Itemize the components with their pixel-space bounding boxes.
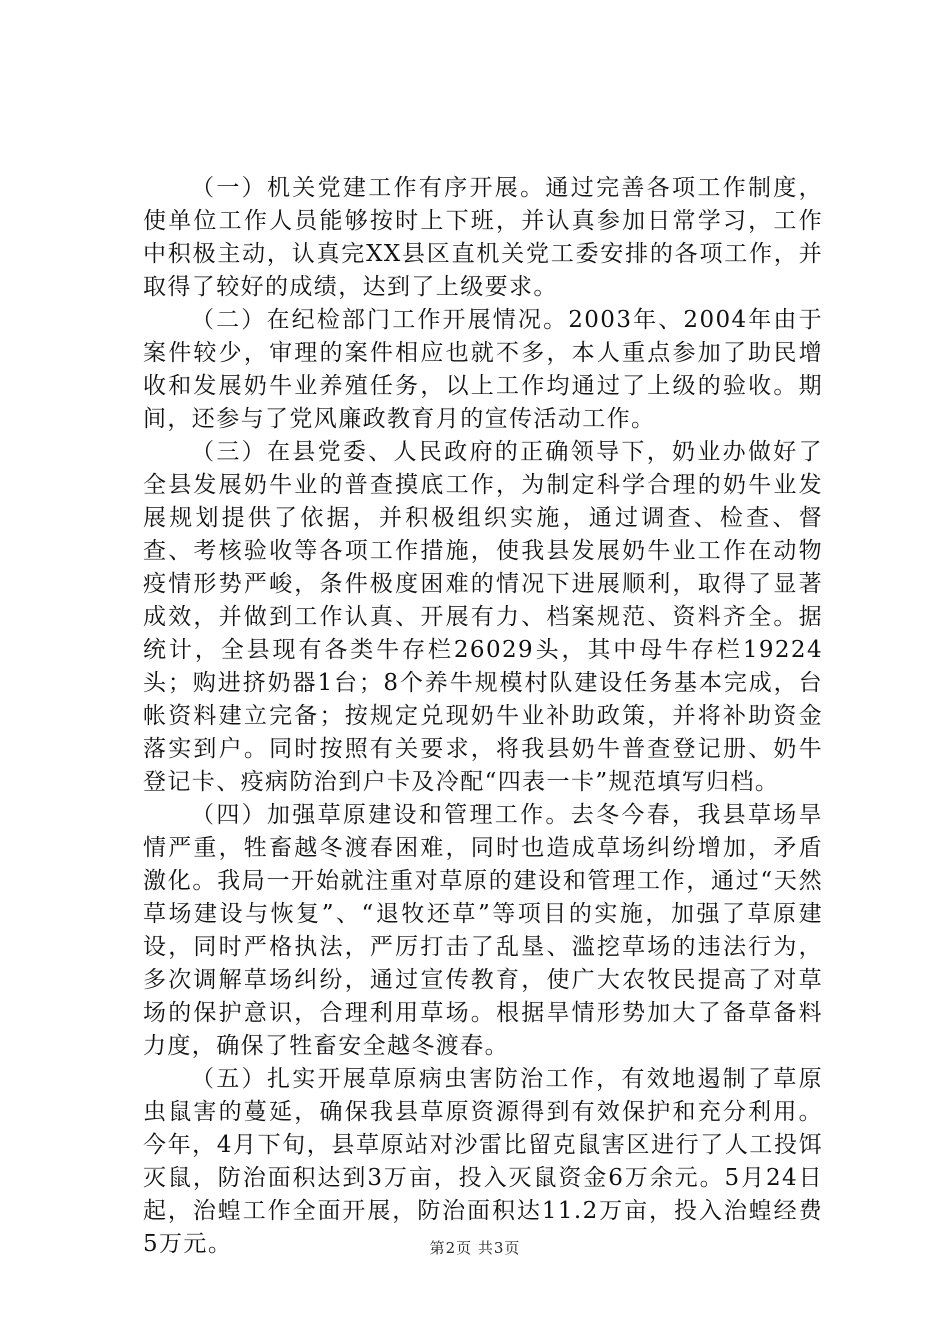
- paragraph-dairy-industry: （三）在县党委、人民政府的正确领导下，奶业办做好了全县发展奶牛业的普查摸底工作，为制定科学合理的奶牛业发展规划提供了依据，并积极组织实施，通过调查、检查、督查、考核验收等各项工作措施，使我县发展奶牛业工作在动物疫情形势严峻，条件极度困难的情况下进展顺利，取得了显著成效，并做到工作认真、开展有力、档案规范、资料齐全。据统计，全县现有各类牛存栏26029头，其中母牛存栏19224头；购进挤奶器1台；8个养牛规模村队建设任务基本完成，台帐资料建立完备；按规定兑现奶牛业补助政策，并将补助资金落实到户。同时按照有关要求，将我县奶牛普查登记册、奶牛登记卡、疫病防治到户卡及冷配“四表一卡”规范填写归档。: [143, 439, 823, 795]
- document-body: [143, 172, 823, 1261]
- paragraph-party-building: （一）机关党建工作有序开展。通过完善各项工作制度，使单位工作人员能够按时上下班，并认真参加日常学习，工作中积极主动，认真完XX县区直机关党工委安排的各项工作，并取得了较好的成绩，达到了上级要求。: [143, 175, 823, 300]
- page-number-footer: 第2页 共3页: [429, 1239, 521, 1257]
- paragraph-grassland-management: （四）加强草原建设和管理工作。去冬今春，我县草场旱情严重，牲畜越冬渡春困难，同时也造成草场纠纷增加，矛盾激化。我局一开始就注重对草原的建设和管理工作，通过“天然草场建设与恢复”、“退牧还草”等项目的实施，加强了草原建设，同时严格执法，严厉打击了乱垦、滥挖草场的违法行为，多次调解草场纠纷，通过宣传教育，使广大农牧民提高了对草场的保护意识，合理利用草场。根据旱情形势加大了备草备料力度，确保了牲畜安全越冬渡春。: [143, 802, 823, 1059]
- paragraph-discipline-inspection: （二）在纪检部门工作开展情况。2003年、2004年由于案件较少，审理的案件相应也就不多，本人重点参加了助民增收和发展奶牛业养殖任务，以上工作均通过了上级的验收。期间，还参与了党风廉政教育月的宣传活动工作。: [143, 307, 823, 432]
- paragraph-pest-control: （五）扎实开展草原病虫害防治工作，有效地遏制了草原虫鼠害的蔓延，确保我县草原资源得到有效保护和充分利用。今年，4月下旬，县草原站对沙雷比留克鼠害区进行了人工投饵灭鼠，防治面积达到3万亩，投入灭鼠资金6万余元。5月24日起，治蝗工作全面开展，防治面积达11.2万亩，投入治蝗经费5万元。: [143, 1066, 823, 1257]
